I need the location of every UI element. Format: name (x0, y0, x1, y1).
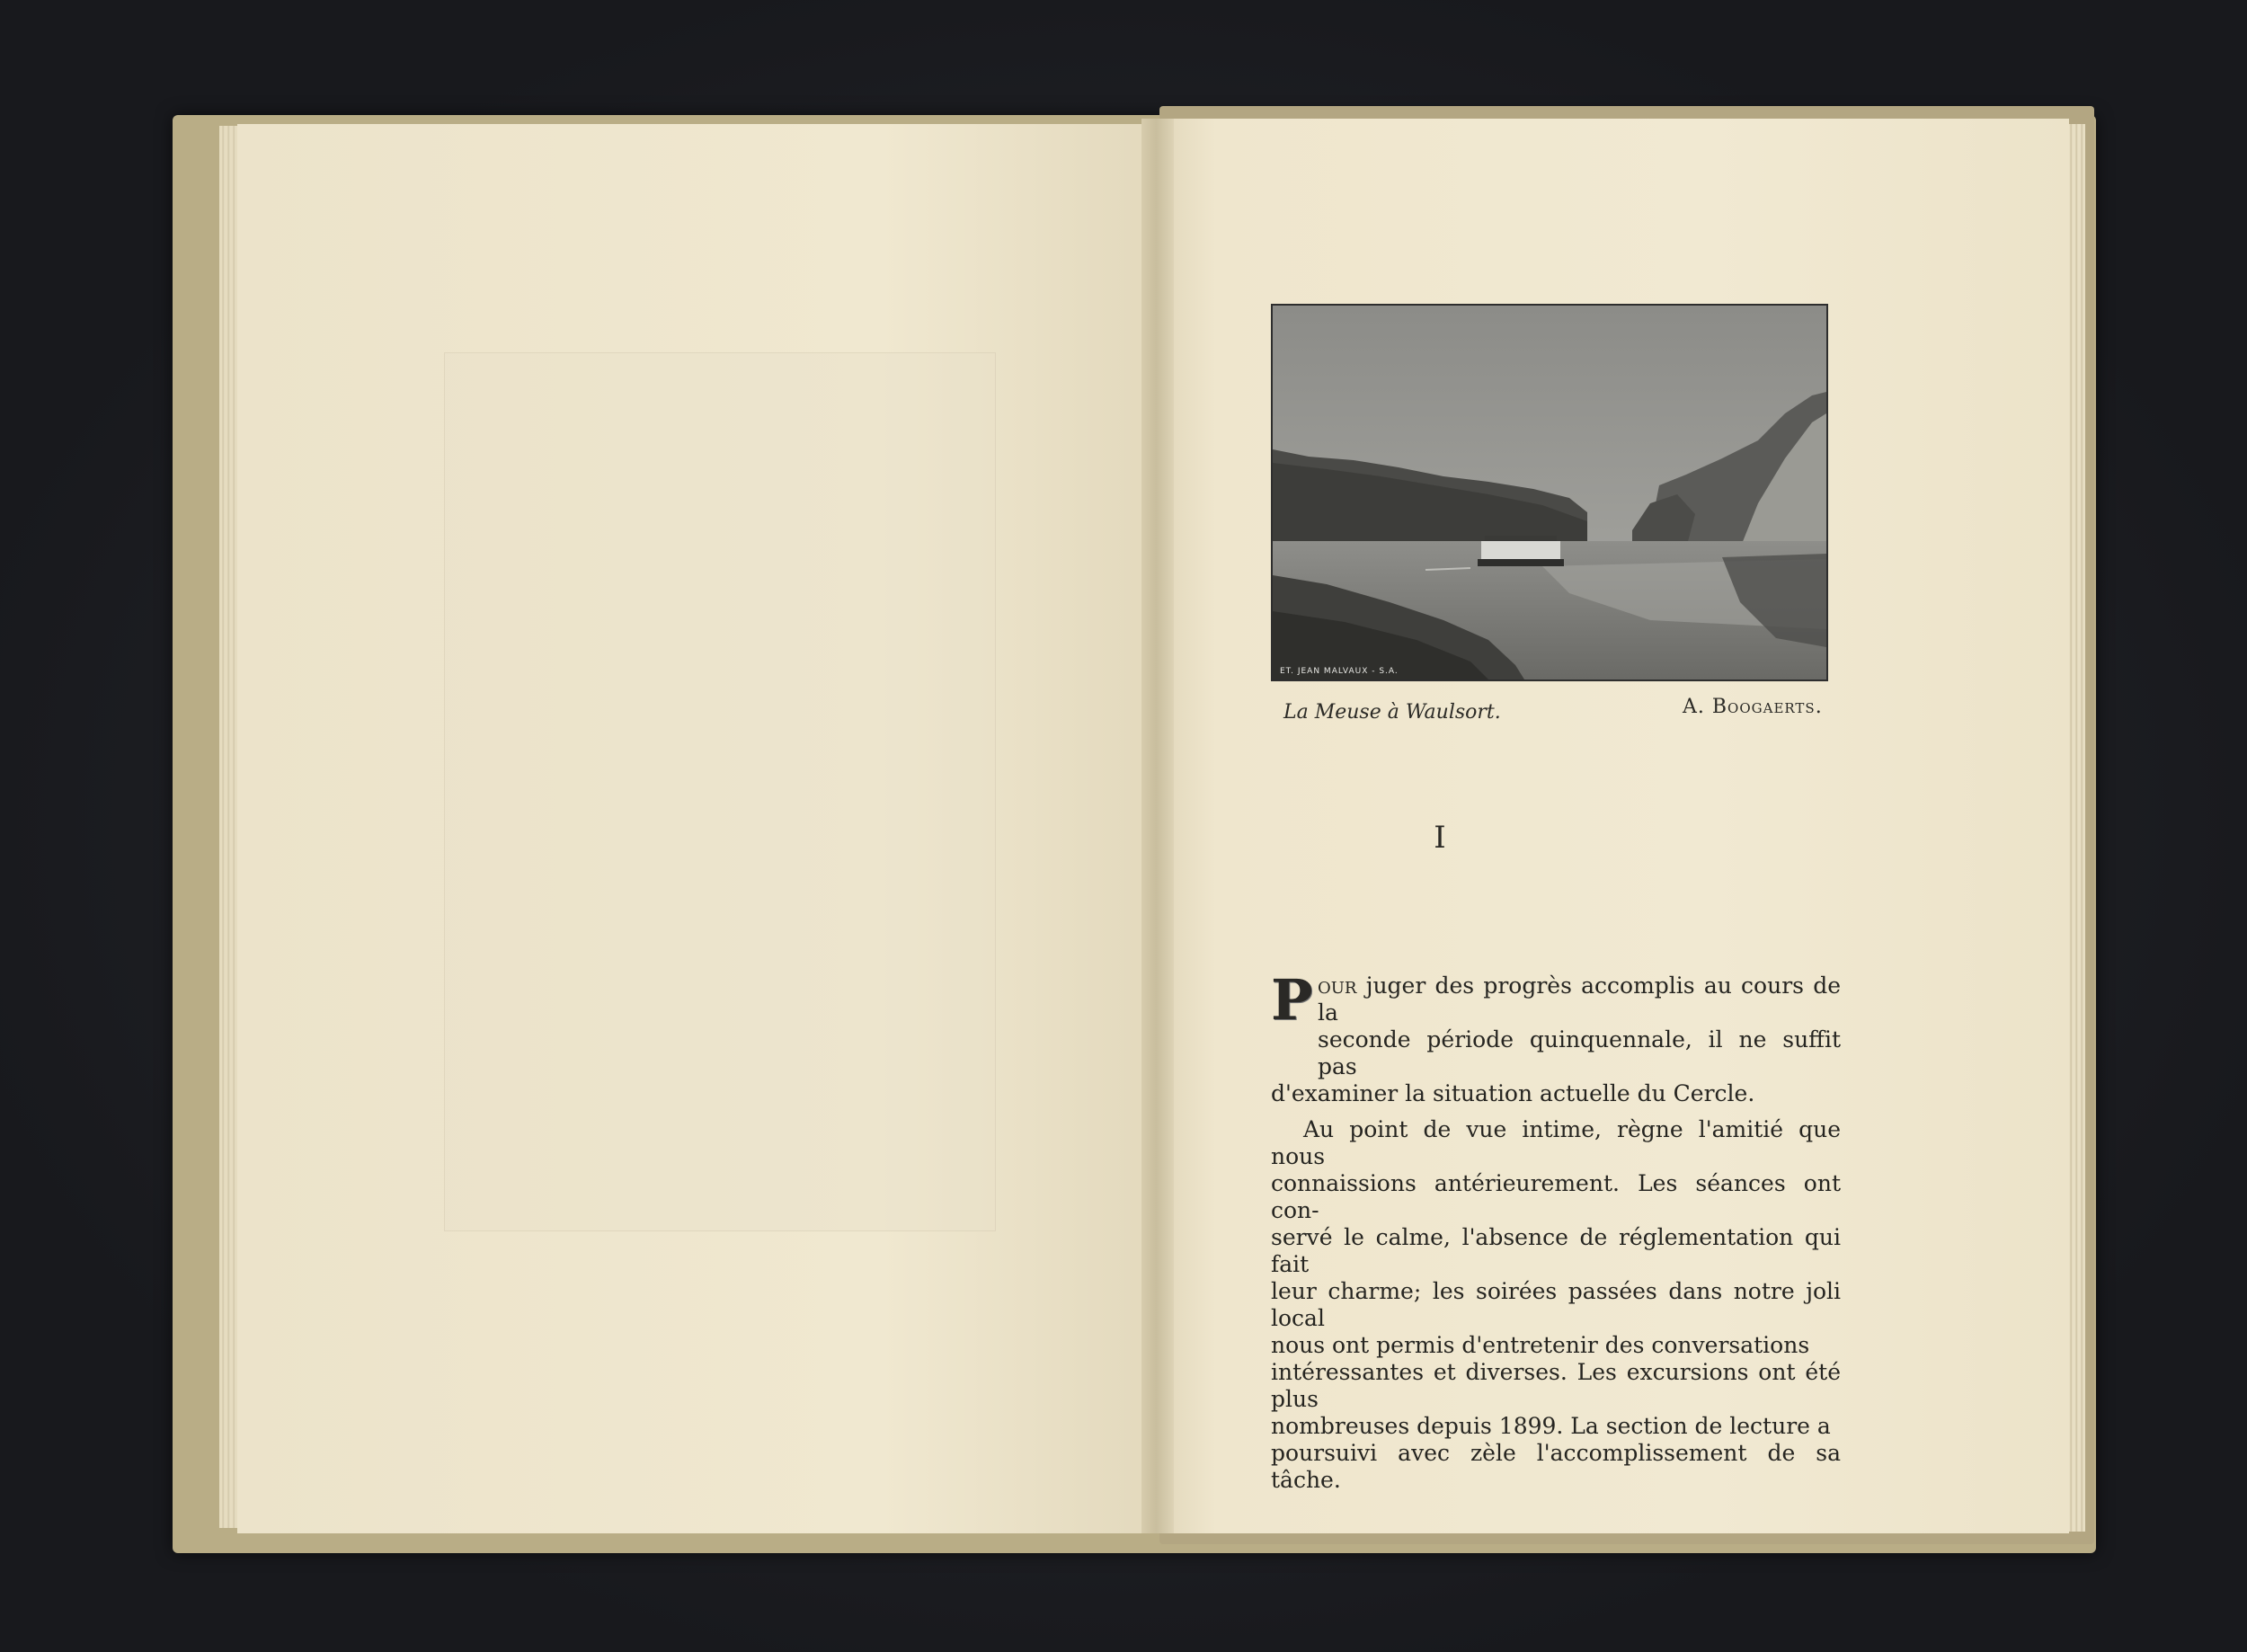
photo-caption-author: A. Boogaerts. (1683, 696, 1823, 718)
photo-plate (1271, 304, 1828, 681)
text-line: d'examiner la situation actuelle du Cercle. (1271, 1080, 1755, 1106)
river-landscape-photo (1273, 306, 1826, 679)
paragraph-1 (1271, 967, 1841, 1107)
text-line-content: juger des progrès accomplis au cours de la (1318, 973, 1841, 1026)
text-line: Au point de vue intime, règne l'amitié que nous (1271, 1116, 1841, 1169)
photo-caption-title: La Meuse à Waulsort. (1283, 701, 1501, 724)
paragraph-2 (1271, 1116, 1841, 1494)
text-line: nombreuses depuis 1899. La section de lecture a (1271, 1413, 1831, 1439)
text-line: connaissions antérieurement. Les séances ont con- (1271, 1170, 1841, 1223)
text-line: seconde période quinquennale, il ne suffit pas (1318, 1026, 1841, 1079)
text-line (1271, 967, 1841, 1033)
book-gutter (1141, 119, 1174, 1533)
first-word-rest: our (1318, 973, 1357, 999)
text-line: poursuivi avec zèle l'accomplissement de sa tâche. (1271, 1440, 1841, 1493)
text-line: servé le calme, l'absence de réglementation qui fait (1271, 1224, 1841, 1277)
chapter-numeral: I (1434, 820, 1446, 856)
text-line: leur charme; les soirées passées dans notre joli local (1271, 1278, 1841, 1331)
body-text (1271, 967, 1841, 1494)
left-page (237, 124, 1154, 1533)
text-line: nous ont permis d'entretenir des conversations (1271, 1332, 1810, 1358)
photo-imprint: ET. JEAN MALVAUX - S.A. (1280, 667, 1399, 676)
text-line: intéressantes et diverses. Les excursions ont été plus (1271, 1359, 1841, 1412)
drop-cap: P (1271, 967, 1313, 1033)
show-through-plate-frame (444, 352, 996, 1231)
